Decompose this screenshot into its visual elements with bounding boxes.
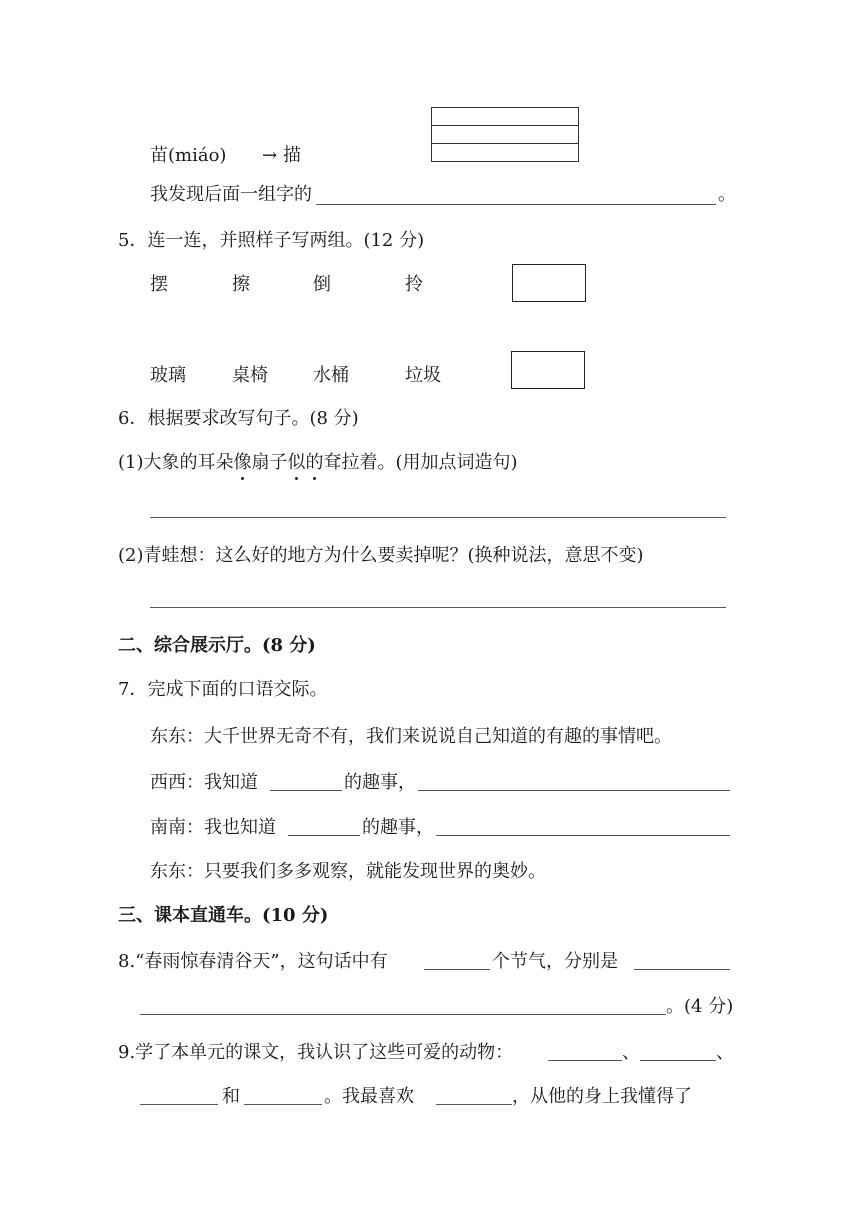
sentence-part: 耷拉着。(用加点词造句) xyxy=(323,452,518,473)
dotted-char: 似 xyxy=(287,452,306,473)
answer-grid-row[interactable] xyxy=(432,108,578,126)
q6-title: 6．根据要求改写句子。(8 分) xyxy=(118,408,359,429)
answer-grid-box[interactable] xyxy=(431,107,579,162)
discover-end: 。 xyxy=(718,184,736,205)
blank-animal-4[interactable] xyxy=(244,1104,322,1105)
dotted-char: 像 xyxy=(233,452,252,473)
dotted-char: 的 xyxy=(305,452,324,473)
blank-topic-1[interactable] xyxy=(270,790,342,791)
q6-sentence-2: (2)青蛙想：这么好的地方为什么要卖掉呢？(换种说法，意思不变) xyxy=(118,545,644,566)
answer-box-1[interactable] xyxy=(512,264,586,302)
verb-word[interactable]: 倒 xyxy=(313,274,331,295)
dialog-line-2b: 的趣事， xyxy=(344,772,416,793)
sentence-part: 扇子 xyxy=(251,452,288,473)
q8-part-b: 个节气，分别是 xyxy=(492,951,618,972)
q9-part-b: 。我最喜欢 xyxy=(324,1086,414,1107)
verb-word[interactable]: 擦 xyxy=(232,274,250,295)
answer-line-2[interactable] xyxy=(150,607,726,608)
answer-line-1[interactable] xyxy=(150,517,726,518)
answer-grid-row[interactable] xyxy=(432,144,578,161)
dialog-line-3a: 南南：我也知道 xyxy=(150,817,276,838)
answer-grid-row[interactable] xyxy=(432,126,578,144)
sentence-number: (1) xyxy=(118,452,144,473)
blank-animal-3[interactable] xyxy=(140,1104,218,1105)
q7-title: 7．完成下面的口语交际。 xyxy=(118,679,328,700)
blank-terms-2[interactable] xyxy=(140,1014,666,1015)
blank-favorite[interactable] xyxy=(436,1104,512,1105)
q8-end: 。(4 分) xyxy=(666,996,734,1017)
noun-word[interactable]: 水桶 xyxy=(313,365,349,386)
answer-box-2[interactable] xyxy=(511,351,585,389)
blank-topic-2[interactable] xyxy=(288,835,360,836)
discover-prefix: 我发现后面一组字的 xyxy=(150,184,312,205)
arrow-icon: → xyxy=(262,145,278,166)
noun-word[interactable]: 桌椅 xyxy=(232,365,268,386)
dialog-line-2a: 西西：我知道 xyxy=(150,772,258,793)
section-3-title: 三、课本直通车。(10 分) xyxy=(118,905,329,926)
result-char: 描 xyxy=(283,145,301,166)
noun-word[interactable]: 玻璃 xyxy=(150,365,186,386)
sentence-part: 大象的耳朵 xyxy=(143,452,234,473)
q9-and: 和 xyxy=(222,1086,240,1107)
dialog-line-1: 东东：大千世界无奇不有，我们来说说自己知道的有趣的事情吧。 xyxy=(150,726,672,747)
blank-count[interactable] xyxy=(424,969,490,970)
verb-word[interactable]: 拎 xyxy=(405,274,423,295)
q6-sentence-1 xyxy=(118,451,518,475)
q5-title: 5．连一连，并照样子写两组。(12 分) xyxy=(118,230,425,251)
dialog-line-3b: 的趣事， xyxy=(362,817,434,838)
blank-detail-2[interactable] xyxy=(436,835,730,836)
blank-detail-1[interactable] xyxy=(418,790,730,791)
discover-blank[interactable] xyxy=(316,204,716,205)
blank-terms-1[interactable] xyxy=(634,969,730,970)
char-pinyin: 苗(miáo) xyxy=(150,145,227,166)
q9-sep-1: 、 xyxy=(622,1042,640,1063)
dialog-line-4: 东东：只要我们多多观察，就能发现世界的奥妙。 xyxy=(150,861,546,882)
q9-part-c: ，从他的身上我懂得了 xyxy=(512,1086,692,1107)
blank-animal-1[interactable] xyxy=(548,1060,622,1061)
q9-sep-2: 、 xyxy=(716,1042,734,1063)
section-2-title: 二、综合展示厅。(8 分) xyxy=(118,635,316,656)
verb-word[interactable]: 摆 xyxy=(150,274,168,295)
q9-part-a: 9.学了本单元的课文，我认识了这些可爱的动物： xyxy=(118,1042,514,1063)
noun-word[interactable]: 垃圾 xyxy=(405,365,441,386)
blank-animal-2[interactable] xyxy=(640,1060,716,1061)
q8-part-a: 8.“春雨惊春清谷天”，这句话中有 xyxy=(118,951,388,972)
